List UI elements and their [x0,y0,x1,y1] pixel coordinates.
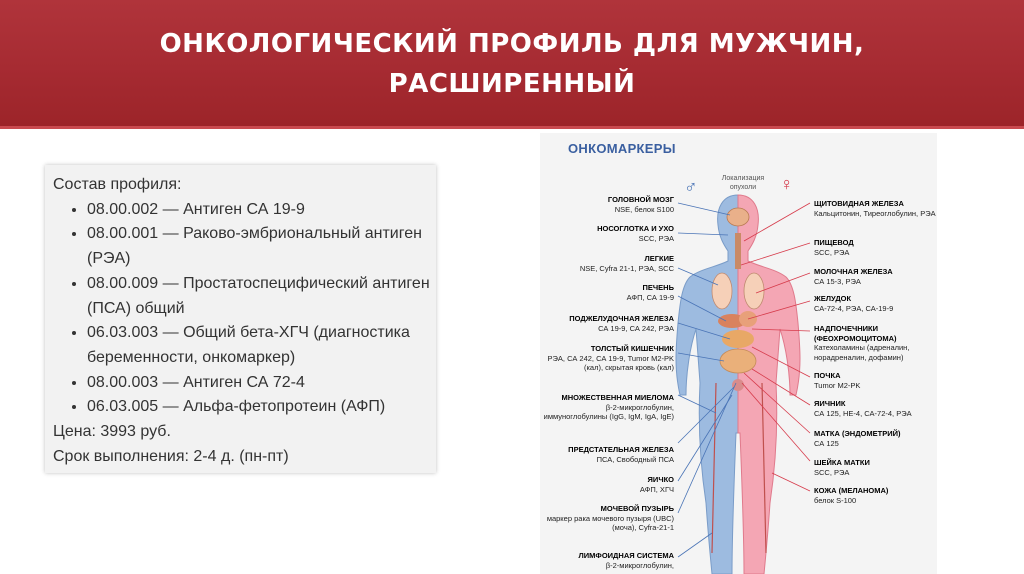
right-label-ovary: ЯИЧНИК СА 125, HE-4, СА-72-4, РЭА [814,399,912,418]
profile-term: Срок выполнения: 2-4 д. (пн-пт) [53,447,289,465]
left-label-lymphoid: ЛИМФОИДНАЯ СИСТЕМА β-2-микроглобулин, [578,551,674,570]
profile-test-item: • 08.00.003 — Антиген СА 72-4 [87,371,433,396]
right-label-kidney: ПОЧКА Tumor M2-PK [814,371,861,390]
male-symbol-icon: ♂ [684,177,698,197]
right-label-cervix: ШЕЙКА МАТКИ SCC, РЭА [814,458,870,477]
profile-test-item: • 08.00.002 — Антиген СА 19-9 [87,198,433,223]
left-label-lungs: ЛЕГКИЕ NSE, Cyfra 21-1, РЭА, SCC [579,254,674,273]
left-label-testis: ЯИЧКО АФП, ХГЧ [639,475,674,494]
slide-title-line-1: ОНКОЛОГИЧЕСКИЙ ПРОФИЛЬ ДЛЯ МУЖЧИН, [159,29,865,59]
left-label-pancreas: ПОДЖЕЛУДОЧНАЯ ЖЕЛЕЗА СА 19-9, СА 242, РЭА [569,314,674,333]
banner-divider [0,126,1024,129]
right-label-skin: КОЖА (МЕЛАНОМА) белок S-100 [814,486,889,505]
male-body-half [676,195,738,574]
legend-label: Локализация опухоли [721,175,765,191]
profile-card [45,165,436,473]
left-label-liver: ПЕЧЕНЬ АФП, СА 19-9 [626,283,674,302]
profile-test-item: • 08.00.009 — Простатоспецифический антиген (ПСА) общий [87,272,433,321]
profile-price: Цена: 3993 руб. [53,423,171,441]
right-label-stomach: ЖЕЛУДОК СА-72-4, РЭА, СА-19-9 [814,294,894,313]
profile-test-item: • 06.03.003 — Общий бета-ХГЧ (диагностика беременности, онкомаркер) [87,321,433,370]
infographic-title: ОНКОМАРКЕРЫ [568,141,676,156]
profile-heading: Состав профиля: [53,176,182,193]
left-label-colon: ТОЛСТЫЙ КИШЕЧНИК РЭА, СА 242, СА 19-9, Tumor M2-PK (кал), скрытая кровь (кал) [547,344,674,373]
right-label-thyroid: ЩИТОВИДНАЯ ЖЕЛЕЗА Кальцитонин, Тиреоглобулин, РЭА [814,199,936,218]
left-label-prostate: ПРЕДСТАТЕЛЬНАЯ ЖЕЛЕЗА ПСА, Свободный ПСА [568,445,674,464]
profile-test-item: • 06.03.005 — Альфа-фетопротеин (АФП) [87,395,433,420]
profile-content [53,173,433,469]
right-label-breast: МОЛОЧНАЯ ЖЕЛЕЗА СА 15-3, РЭА [814,267,893,286]
right-label-esophagus: ПИЩЕВОД SCC, РЭА [814,238,854,257]
profile-test-item: • 08.00.001 — Раково-эмбриональный антиген (РЭА) [87,222,433,271]
left-label-bladder: МОЧЕВОЙ ПУЗЫРЬ маркер рака мочевого пузыря (UBC) (моча), Cyfra-21-1 [546,504,674,533]
left-label-nasopharynx: НОСОГЛОТКА И УХО SCC, РЭА [597,224,674,243]
tumor-markers-infographic [540,133,937,574]
right-label-uterus: МАТКА (ЭНДОМЕТРИЙ) СА 125 [814,429,901,448]
slide-title [0,24,1024,104]
profile-test-list [53,198,433,420]
right-label-adrenal: НАДПОЧЕЧНИКИ (ФЕОХРОМОЦИТОМА) Катехоламины (адреналин, норадреналин, дофамин) [814,324,910,362]
female-symbol-icon: ♀ [780,174,794,194]
female-body-half [738,195,800,574]
slide-title-line-2: РАСШИРЕННЫЙ [388,69,636,99]
left-label-brain: ГОЛОВНОЙ МОЗГ NSE, белок S100 [607,195,674,214]
left-label-myeloma: МНОЖЕСТВЕННАЯ МИЕЛОМА β-2-микроглобулин, иммуноглобулины (IgG, IgM, IgA, IgE) [543,393,674,422]
